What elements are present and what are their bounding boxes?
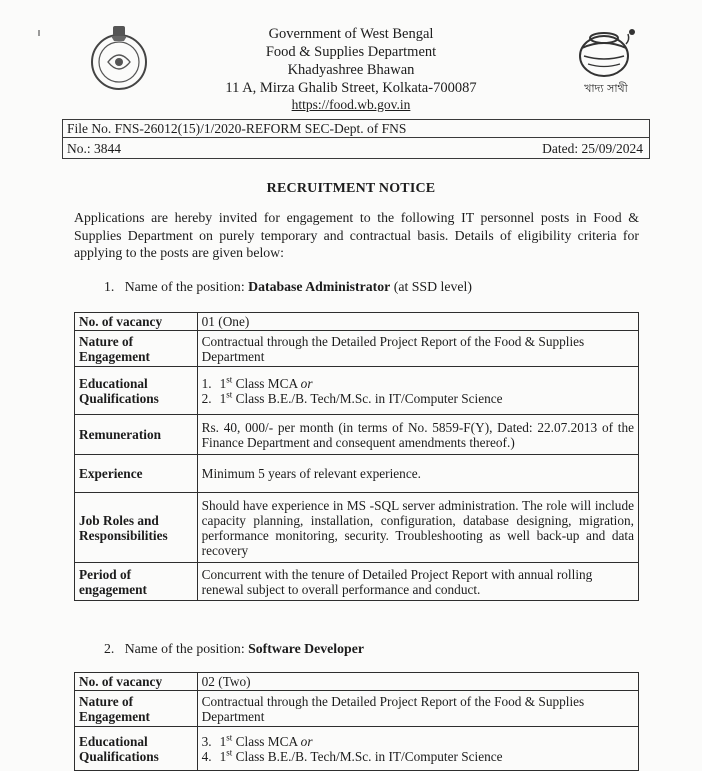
table-row — [75, 673, 639, 691]
item-rank: 1 — [219, 375, 227, 391]
nature-key: Nature of Engagement — [75, 691, 198, 727]
position-1-table — [74, 312, 639, 601]
item-or: or — [300, 733, 313, 749]
item-text: Class MCA — [232, 375, 301, 391]
table-row — [75, 691, 639, 727]
table-row — [75, 415, 639, 455]
nature-value: Contractual through the Detailed Project Report of the Food & Supplies Department — [197, 691, 638, 727]
item-sup: st — [226, 732, 233, 743]
experience-key: Experience — [75, 455, 198, 493]
table-row — [75, 455, 639, 493]
table-row — [75, 727, 639, 771]
table-row — [75, 493, 639, 563]
address-line: 11 A, Mirza Ghalib Street, Kolkata-700087 — [225, 80, 477, 96]
position-prefix: Name of the position: — [124, 641, 249, 656]
item-number: 2. — [201, 390, 212, 406]
item-number: 1. — [201, 375, 212, 391]
period-value: Concurrent with the tenure of Detailed Project Report with annual rolling renewal subject to overall performance and conduct. — [197, 563, 638, 601]
date: Dated: 25/09/2024 — [542, 141, 643, 156]
item-sup: st — [226, 374, 233, 385]
item-or: or — [300, 375, 313, 391]
item-number: 4. — [201, 748, 212, 764]
table-row — [75, 313, 639, 331]
vacancy-value: 02 (Two) — [197, 673, 638, 691]
period-key: Period of engagement — [75, 563, 198, 601]
position-name: Database Administrator — [248, 279, 391, 294]
vacancy-value: 01 (One) — [197, 313, 638, 331]
education-item-1 — [202, 376, 634, 391]
file-number: File No. FNS-26012(15)/1/2020-REFORM SEC-Dept. of FNS — [67, 121, 407, 136]
education-key: Educational Qualifications — [75, 727, 198, 771]
experience-value: Minimum 5 years of relevant experience. — [197, 455, 638, 493]
logo-text: খাদ্য সাথী — [584, 82, 628, 95]
position-1-heading — [104, 279, 472, 295]
item-sup: st — [226, 389, 233, 400]
position-number: 1. — [104, 279, 115, 294]
position-2-table — [74, 672, 639, 771]
item-rank: 1 — [219, 733, 227, 749]
item-text: Class B.E./B. Tech/M.Sc. in IT/Computer Science — [232, 748, 503, 764]
intro-paragraph: Applications are hereby invited for engagement to the following IT personnel posts in Food & Supplies Department on purely temporary and contractual basis. Details of eligibility criteria for applying to the posts are given below: — [74, 210, 639, 261]
education-item-4 — [202, 749, 634, 764]
education-key: Educational Qualifications — [75, 367, 198, 415]
education-value — [197, 367, 638, 415]
item-rank: 1 — [219, 748, 227, 764]
file-number-box — [62, 119, 650, 159]
item-text: Class MCA — [232, 733, 301, 749]
filebox-divider — [63, 137, 649, 138]
table-row — [75, 367, 639, 415]
govt-line: Government of West Bengal — [268, 26, 434, 42]
website-link[interactable]: https://food.wb.gov.in — [291, 97, 411, 112]
notice-title: RECRUITMENT NOTICE — [266, 181, 436, 196]
position-name: Software Developer — [248, 641, 364, 656]
table-row — [75, 331, 639, 367]
remuneration-key: Remuneration — [75, 415, 198, 455]
roles-value: Should have experience in MS -SQL server administration. The role will include capacity planning, installation, configuration, database designing, migration, performance monitoring, security. Troubleshooting as well back-up and data recovery — [197, 493, 638, 563]
item-rank: 1 — [219, 390, 227, 406]
education-item-2 — [202, 391, 634, 406]
dept-line: Food & Supplies Department — [265, 44, 437, 60]
table-row — [75, 563, 639, 601]
vacancy-key: No. of vacancy — [75, 673, 198, 691]
nature-value: Contractual through the Detailed Project Report of the Food & Supplies Department — [197, 331, 638, 367]
position-prefix: Name of the position: — [124, 279, 249, 294]
nature-key: Nature of Engagement — [75, 331, 198, 367]
position-number: 2. — [104, 641, 115, 656]
roles-key: Job Roles and Responsibilities — [75, 493, 198, 563]
position-suffix: (at SSD level) — [390, 279, 472, 294]
item-text: Class B.E./B. Tech/M.Sc. in IT/Computer Science — [232, 390, 503, 406]
education-value — [197, 727, 638, 771]
item-sup: st — [226, 747, 233, 758]
building-line: Khadyashree Bhawan — [287, 62, 415, 78]
remuneration-value: Rs. 40, 000/- per month (in terms of No. 5859-F(Y), Dated: 22.07.2013 of the Finance Department and consequent amendments thereof.) — [197, 415, 638, 455]
education-item-3 — [202, 734, 634, 749]
position-2-heading — [104, 641, 364, 657]
item-number: 3. — [201, 733, 212, 749]
memo-number: No.: 3844 — [67, 141, 121, 156]
vacancy-key: No. of vacancy — [75, 313, 198, 331]
